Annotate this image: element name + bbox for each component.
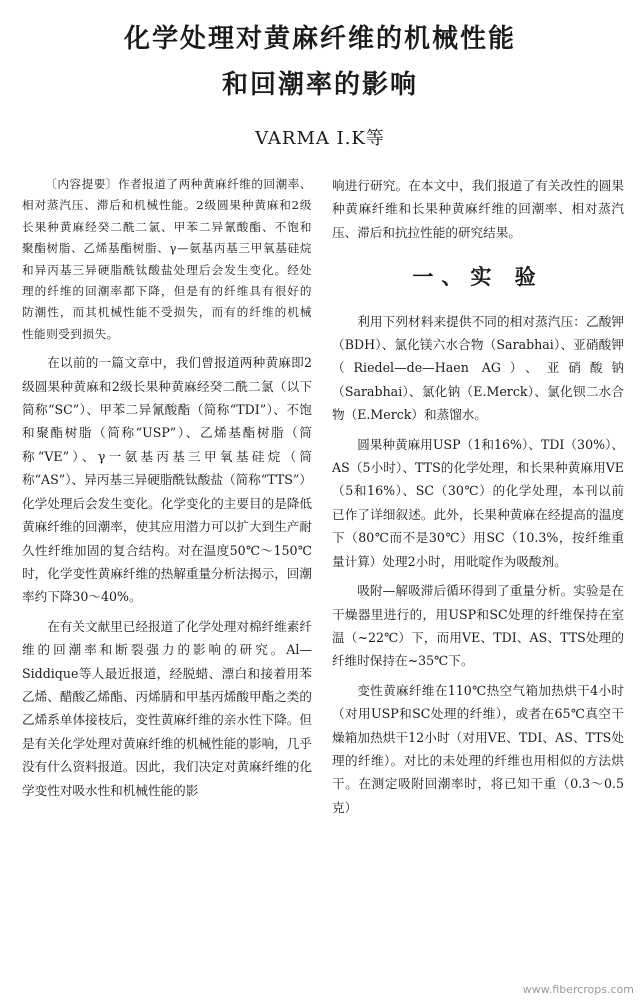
left-column (22, 174, 312, 802)
experiment-paragraph-1: 利用下列材料来提供不同的相对蒸汽压：乙酸钾（BDH）、氯化镁六水合物（Sarabhai）、亚硝酸钾（Riedel—de—Haen AG）、亚硝酸钠（Sarabhai）、氯化钠（E.Merck）、氯化钡二水合物（E.Merck）和蒸馏水。 (332, 313, 624, 423)
intro-paragraph-continued: 响进行研究。在本文中，我们报道了有关改性的圆果种黄麻纤维和长果种黄麻纤维的回潮率、相对蒸汽压、滞后和抗拉性能的研究结果。 (332, 178, 624, 240)
author-line: VARMA I.K等 (255, 128, 385, 149)
title-line-2: 和回潮率的影响 (221, 70, 418, 100)
abstract: 〔内容提要〕作者报道了两种黄麻纤维的回潮率、相对蒸汽压、滞后和机械性能。2级圆果种黄麻和2级长果种黄麻经癸二酰二氯、甲苯二异氰酸酯、不饱和聚酯树脂、乙烯基酯树脂、γ—氨基丙基三甲氧基硅烷和异丙基三异硬脂酰钛酸盐处理后会发生变化。经处理的纤维的回潮率都下降，但是有的纤维具有很好的防潮性，而其机械性能不受损失，而有的纤维的机械性能则受到损失。 (22, 177, 312, 341)
right-column (332, 174, 624, 819)
section-heading-experiment: 一、实 验 (412, 265, 544, 290)
experiment-paragraph-2: 圆果种黄麻用USP（1和16%）、TDI（30%）、AS（5小时）、TTS的化学处理，和长果种黄麻用VE（5和16%）、SC（30℃）的化学处理，本刊以前已作了详细叙述。此外，长果种黄麻在经提高的温度下（80℃而不是30℃）用SC（10.3%，按纤维重量计算）处理2小时，用吡啶作为吸酸剂。 (332, 436, 624, 569)
experiment-paragraph-3: 吸附—解吸滞后循环得到了重量分析。实验是在干燥器里进行的，用USP和SC处理的纤维保持在室温（~22℃）下，而用VE、TDI、AS、TTS处理的纤维时保持在~35℃下。 (332, 583, 624, 669)
intro-paragraph-1: 在以前的一篇文章中，我们曾报道两种黄麻即2级圆果种黄麻和2级长果种黄麻经癸二酰二氯（以下简称“SC”）、甲苯二异氰酸酯（简称“TDI”）、不饱和聚酯树脂（简称“USP”）、乙烯基酯树脂（简称“VE”）、γ一氨基丙基三甲氧基硅烷（简称“AS”）、异丙基三异硬脂酰钛酸盐（简称“TTS”）化学处理后会发生变化。化学变化的主要目的是降低黄麻纤维的回潮率，使其应用潜力可以扩大到生产耐久性纤维加固的复合结构。对在温度50℃～150℃时，化学变性黄麻纤维的热解重量分析法揭示，回潮率约下降30～40%。 (22, 355, 312, 605)
intro-paragraph-2: 在有关文献里已经报道了化学处理对棉纤维素纤维的回潮率和断裂强力的影响的研究。Al—Siddique等人最近报道，经脱蜡、漂白和接着用苯乙烯、醋酸乙烯酯、丙烯腈和甲基丙烯酸甲酯之类的乙烯系单体接枝后，变性黄麻纤维的亲水性下降。但是有关化学处理对黄麻纤维的机械性能的影响，几乎没有什么资料报道。因此，我们决定对黄麻纤维的化学变性对吸水性和机械性能的影 (22, 618, 312, 798)
title-line-1: 化学处理对黄麻纤维的机械性能 (123, 24, 516, 54)
experiment-paragraph-4: 变性黄麻纤维在110℃热空气箱加热烘干4小时（对用USP和SC处理的纤维），或者在65℃真空干燥箱加热烘干12小时（对用VE、TDI、AS、TTS处理的纤维）。对比的未处理的纤维也用相似的方法烘干。在测定吸附回潮率时，将已知干重（0.3～0.5克） (332, 682, 624, 815)
site-watermark: www.fibercrops.com (522, 983, 634, 996)
